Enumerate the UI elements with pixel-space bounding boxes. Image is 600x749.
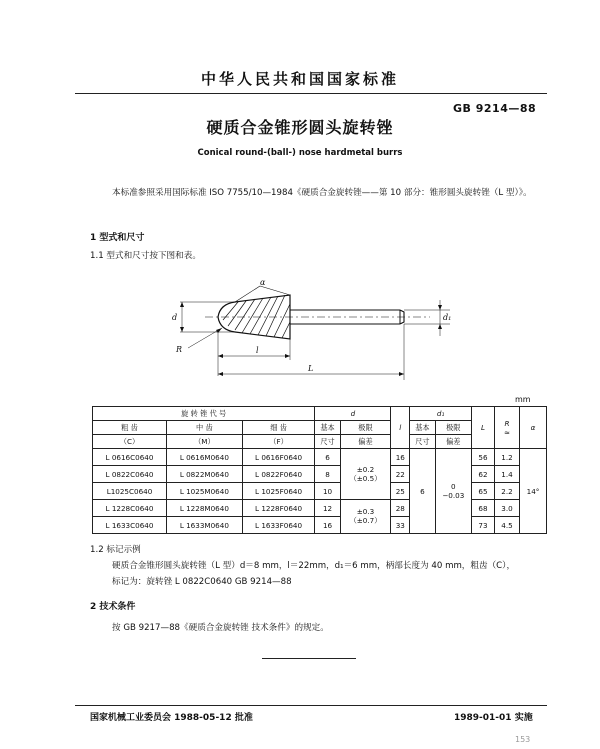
cell-fine: L 1633F0640 (242, 517, 315, 534)
marking-example-2: 标记为：旋转锉 L 0822C0640 GB 9214—88 (112, 577, 292, 587)
label-l: l (256, 346, 259, 355)
table-row (93, 500, 547, 517)
cell-l: 22 (391, 466, 410, 483)
table-row (93, 483, 547, 500)
th-d-basic: 基本 (315, 421, 340, 435)
dimension-table (92, 406, 547, 534)
effective-date: 1989-01-01 实施 (454, 713, 533, 723)
th-d1-basic2: 尺寸 (410, 435, 435, 449)
approval-date: 国家机械工业委员会 1988-05-12 批准 (90, 713, 253, 723)
cell-R: 2.2 (495, 483, 520, 500)
th-fine-code: （F） (242, 435, 315, 449)
d1-tol-bot: −0.03 (442, 491, 465, 500)
cell-L: 62 (472, 466, 495, 483)
th-d: d (315, 407, 391, 421)
cell-coarse: L 1633C0640 (93, 517, 167, 534)
th-R (495, 407, 520, 449)
cell-medium: L 1228M0640 (167, 500, 243, 517)
th-d-limit2: 偏差 (340, 435, 391, 449)
title-cn: 硬质合金锥形圆头旋转锉 (206, 118, 394, 137)
cell-d-tol-a (340, 449, 391, 500)
label-alpha: α (260, 278, 266, 287)
cell-l: 33 (391, 517, 410, 534)
th-R-approx: ≈ (503, 427, 511, 437)
cell-R: 1.4 (495, 466, 520, 483)
cell-d1-tol (435, 449, 471, 534)
table-row (93, 449, 547, 466)
cell-medium: L 0616M0640 (167, 449, 243, 466)
cell-fine: L 0822F0640 (242, 466, 315, 483)
standard-org-header: 中华人民共和国国家标准 (200, 70, 399, 88)
th-L: L (472, 407, 495, 449)
th-d1-limit: 极限 (435, 421, 471, 435)
th-d1-basic: 基本 (410, 421, 435, 435)
unit-label: mm (515, 395, 531, 404)
cell-coarse: L 0616C0640 (93, 449, 167, 466)
label-L: L (308, 364, 314, 373)
section1-heading: 1 型式和尺寸 (90, 233, 145, 243)
page-number: 153 (515, 735, 531, 744)
section2-text: 按 GB 9217—88《硬质合金旋转锉 技术条件》的规定。 (112, 623, 329, 633)
label-d: d (172, 313, 178, 322)
label-d1: d₁ (443, 313, 452, 322)
cell-fine: L 0616F0640 (242, 449, 315, 466)
cell-medium: L 1633M0640 (167, 517, 243, 534)
tol-b1: ±0.3 (356, 507, 375, 516)
th-d-basic2: 尺寸 (315, 435, 340, 449)
table-row (93, 466, 547, 483)
th-medium-code: （M） (167, 435, 243, 449)
section2-heading: 2 技术条件 (90, 602, 136, 612)
footer-rule (75, 705, 547, 706)
cell-coarse: L 0822C0640 (93, 466, 167, 483)
th-d1: d₁ (410, 407, 472, 421)
end-rule (262, 658, 356, 659)
label-R: R (176, 345, 183, 354)
subsection-1-2: 1.2 标记示例 (90, 545, 141, 555)
tol-a2: （±0.5） (349, 473, 382, 483)
table-row (93, 517, 547, 534)
cell-l: 25 (391, 483, 410, 500)
cell-L: 68 (472, 500, 495, 517)
cell-R: 1.2 (495, 449, 520, 466)
tol-a1: ±0.2 (356, 464, 375, 474)
cell-d-tol-b (340, 500, 391, 534)
cell-d: 6 (315, 449, 340, 466)
cell-medium: L 0822M0640 (167, 466, 243, 483)
th-d-limit: 极限 (340, 421, 391, 435)
th-l: l (391, 407, 410, 449)
burr-drawing (160, 278, 460, 386)
th-coarse-code: （C） (93, 435, 167, 449)
th-fine: 细 齿 (242, 421, 315, 435)
th-coarse: 粗 齿 (93, 421, 167, 435)
cell-R: 3.0 (495, 500, 520, 517)
cell-d: 16 (315, 517, 340, 534)
tol-b2: （±0.7） (349, 516, 382, 525)
cell-L: 65 (472, 483, 495, 500)
cell-R: 4.5 (495, 517, 520, 534)
gb-code: GB 9214—88 (453, 102, 537, 115)
th-d1-limit2: 偏差 (435, 435, 471, 449)
cell-alpha: 14° (520, 449, 547, 534)
intro-paragraph: 本标准参照采用国际标准 ISO 7755/10—1984《硬质合金旋转锉——第 10 部分：锥形圆头旋转锉（L 型）》。 (112, 188, 532, 198)
marking-example-1: 硬质合金锥形圆头旋转锉（L 型）d＝8 mm，l＝22mm，d₁＝6 mm，柄部长度为 40 mm，粗齿（C）， (112, 561, 516, 571)
d1-tol-top: 0 (450, 482, 456, 491)
th-R-symbol: R (504, 418, 510, 428)
cell-d: 12 (315, 500, 340, 517)
cell-l: 16 (391, 449, 410, 466)
cell-d1-basic: 6 (410, 449, 435, 534)
cell-fine: L 1228F0640 (242, 500, 315, 517)
cell-L: 56 (472, 449, 495, 466)
header-rule (75, 93, 547, 94)
cell-coarse: L1025C0640 (93, 483, 167, 500)
cell-medium: L 1025M0640 (167, 483, 243, 500)
cell-fine: L 1025F0640 (242, 483, 315, 500)
cell-l: 28 (391, 500, 410, 517)
cell-d: 10 (315, 483, 340, 500)
cell-L: 73 (472, 517, 495, 534)
th-code: 旋 转 锉 代 号 (93, 407, 315, 421)
th-medium: 中 齿 (167, 421, 243, 435)
cell-d: 8 (315, 466, 340, 483)
th-alpha: α (520, 407, 547, 449)
cell-coarse: L 1228C0640 (93, 500, 167, 517)
subsection-1-1: 1.1 型式和尺寸按下图和表。 (90, 251, 201, 261)
title-en: Conical round-(ball-) nose hardmetal burrs (197, 148, 403, 158)
